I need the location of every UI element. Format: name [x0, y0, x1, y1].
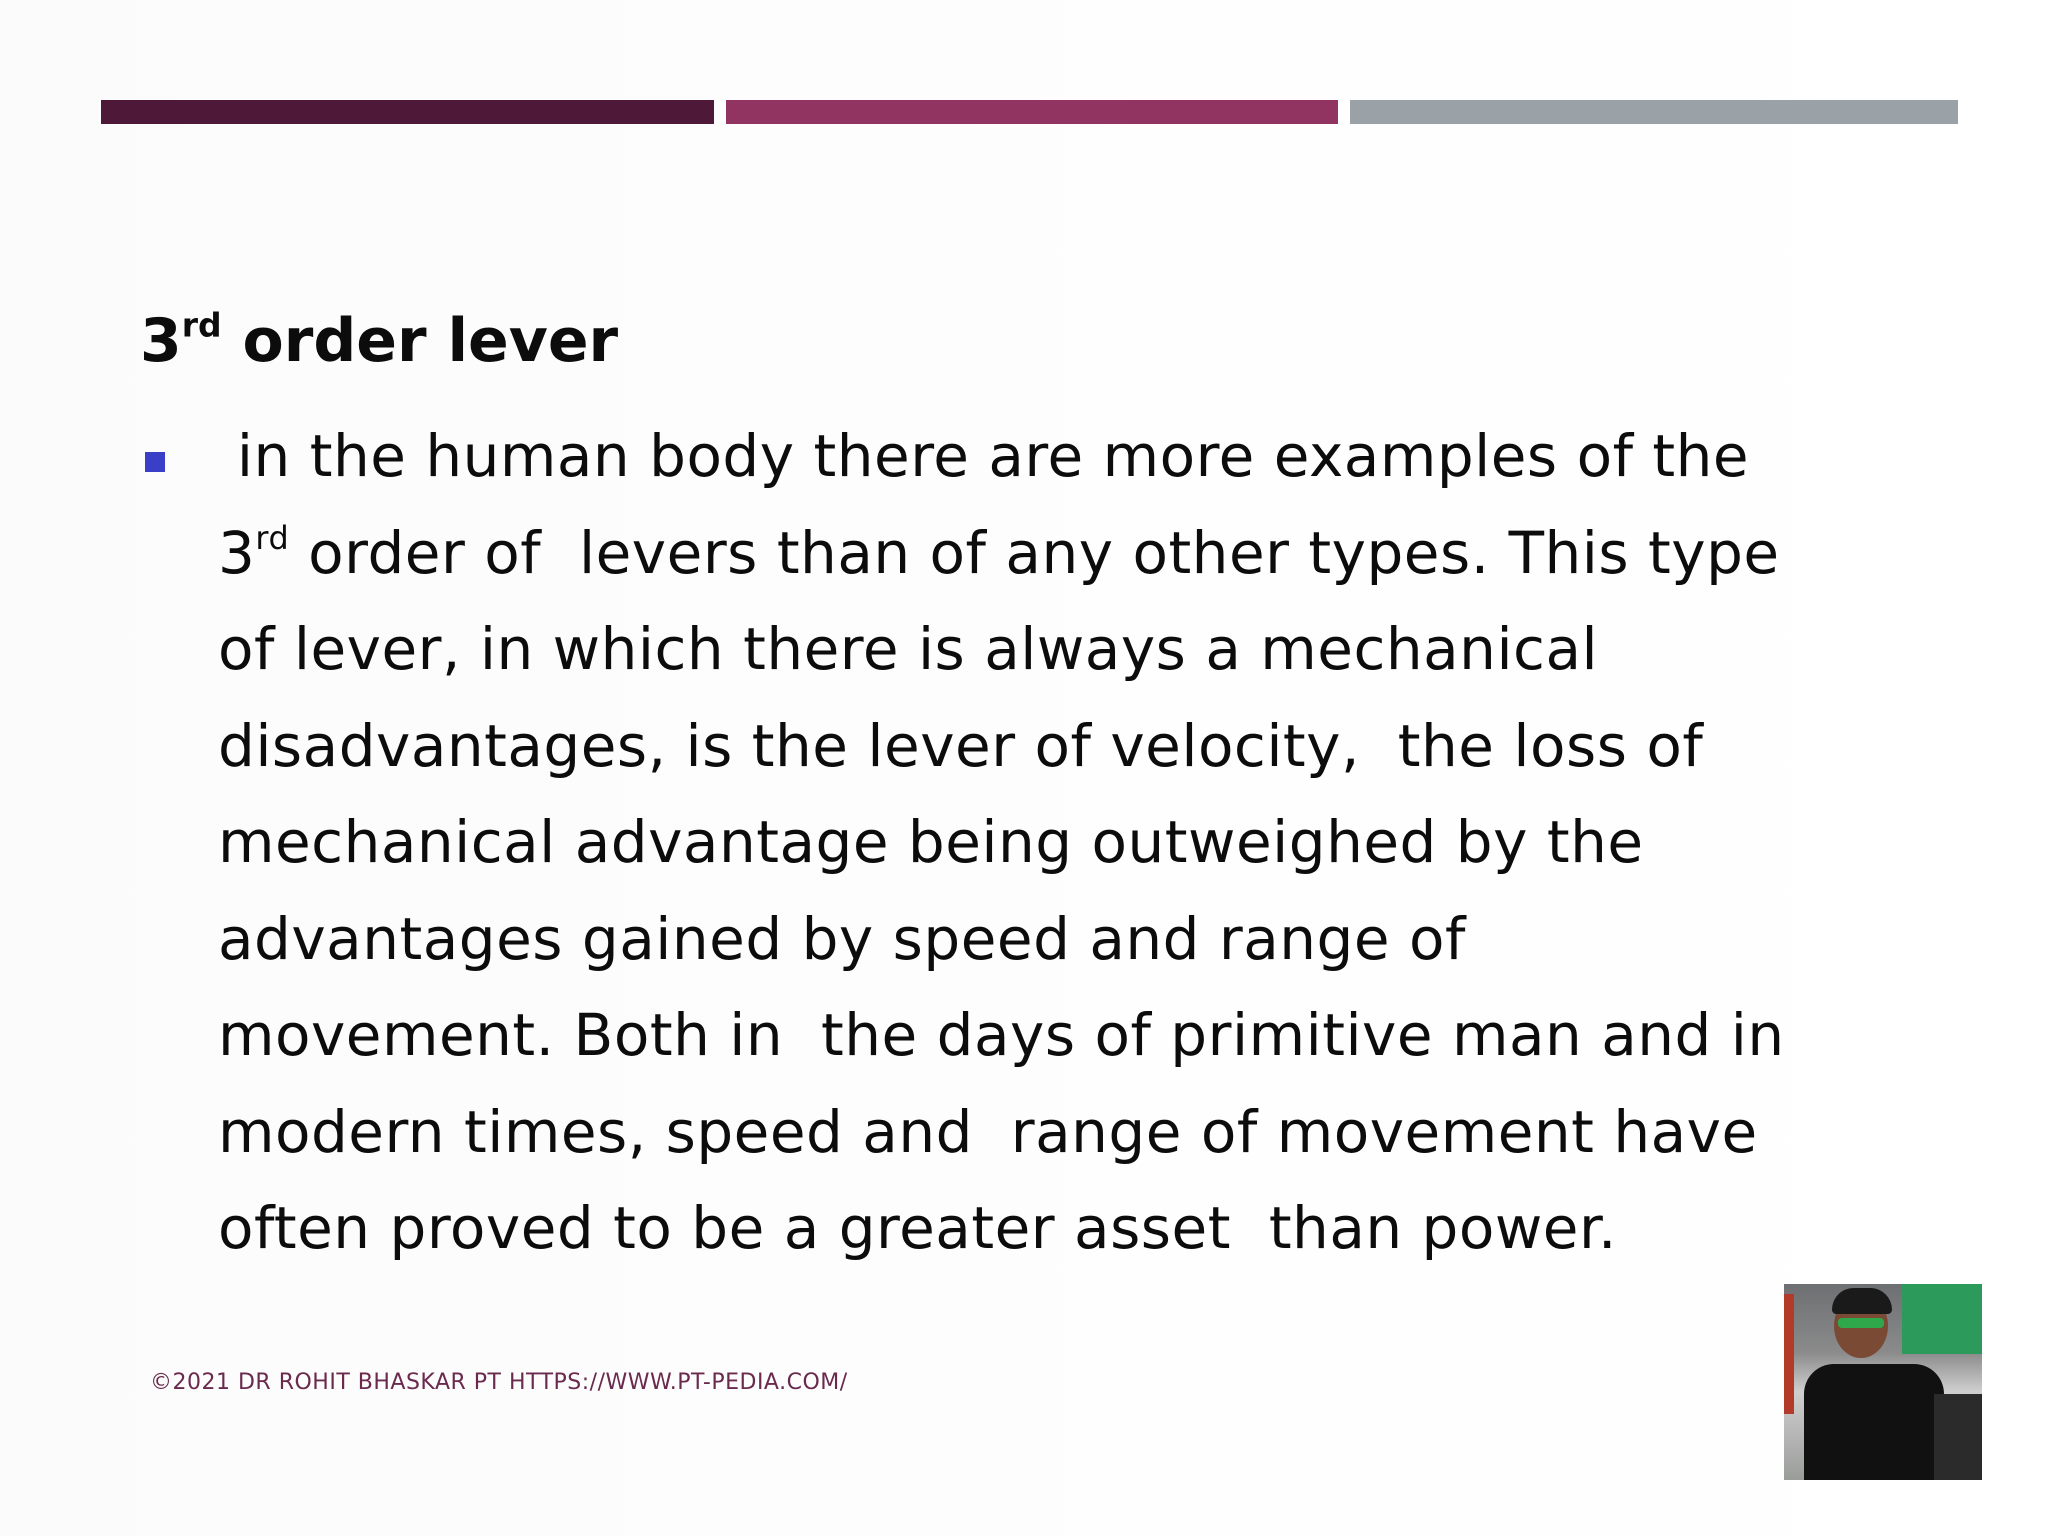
bullet-paragraph [218, 408, 1918, 1277]
title-superscript: rd [181, 305, 222, 345]
paragraph-line: of lever, in which there is always a mechanical [218, 615, 1599, 683]
title-text: order lever [221, 306, 619, 376]
paragraph-line: advantages gained by speed and range of [218, 904, 1466, 973]
paragraph-line: 3rd order of levers than of any other types. This type [218, 518, 1780, 587]
square-bullet-icon [145, 452, 165, 472]
top-accent-bar-dark [101, 100, 714, 124]
copyright-footer: ©2021 DR ROHIT BHASKAR PT HTTPS://WWW.PT-PEDIA.COM/ [150, 1370, 848, 1395]
paragraph-line: in the human body there are more examples of the [218, 422, 1750, 490]
title-number: 3 [140, 306, 182, 376]
top-accent-bar-magenta [726, 100, 1338, 124]
paragraph-line: movement. Both in the days of primitive man and in [218, 1001, 1785, 1069]
paragraph-line: disadvantages, is the lever of velocity, the loss of [218, 711, 1704, 780]
paragraph-line: mechanical advantage being outweighed by the [218, 808, 1644, 876]
paragraph-line: often proved to be a greater asset than power. [218, 1194, 1617, 1262]
slide-title [140, 305, 618, 377]
line-superscript: rd [255, 518, 290, 557]
author-photo-icon [1784, 1284, 1982, 1480]
paragraph-line: modern times, speed and range of movement have [218, 1097, 1758, 1166]
top-accent-bar-gray [1350, 100, 1958, 124]
